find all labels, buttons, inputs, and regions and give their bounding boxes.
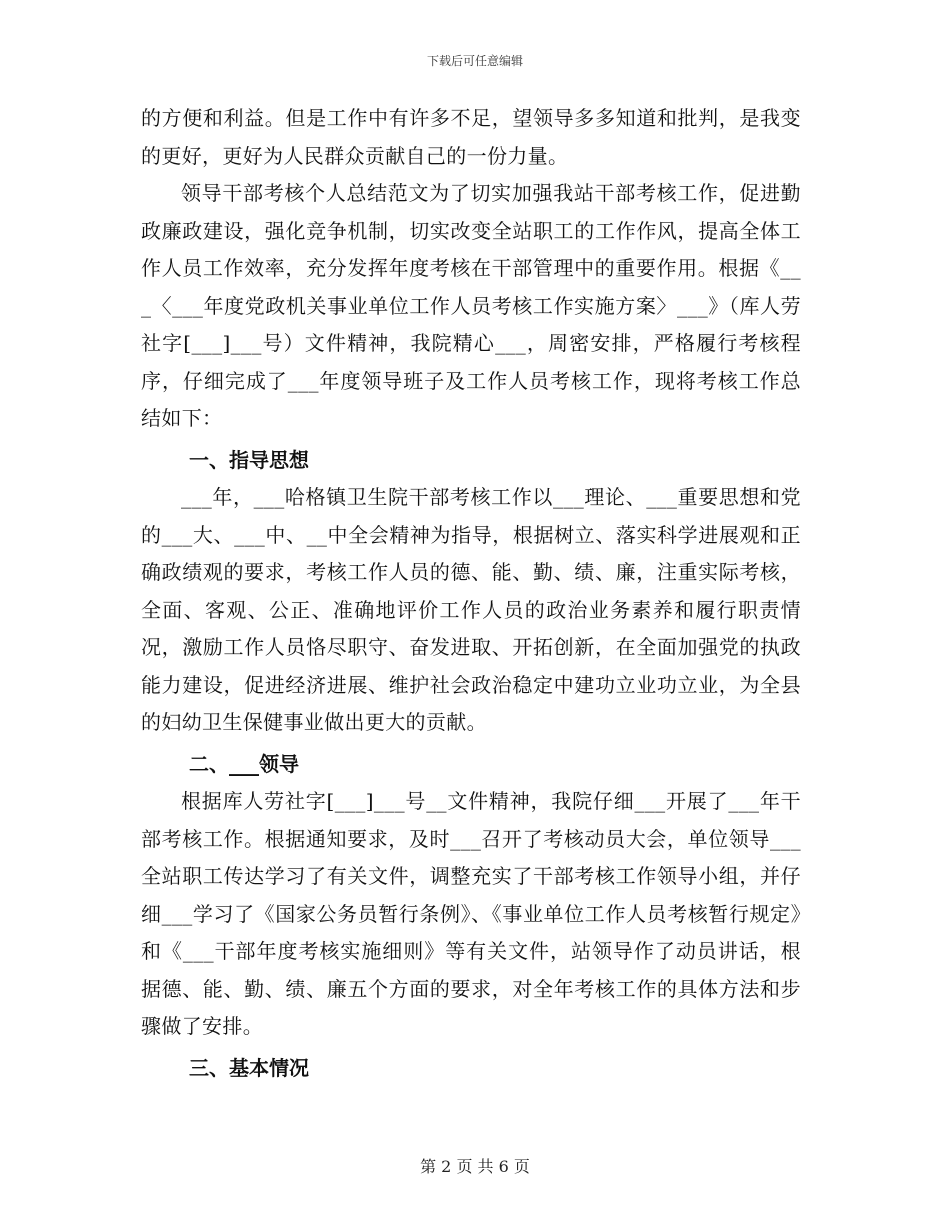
section-heading-leadership: 二、___领导: [189, 751, 299, 776]
section-heading-guiding-ideology: 一、指导思想: [189, 447, 309, 472]
section-heading-basic-situation: 三、基本情况: [189, 1055, 309, 1080]
paragraph-guiding-ideology: ___年，___哈格镇卫生院干部考核工作以___理论、___重要思想和党的___大、___中、__中全会精神为指导，根据树立、落实科学进展观和正确政绩观的要求，考核工作人员的德、能、勤、绩、廉，注重实际考核，全面、客观、公正、准确地评价工作人员的政治业务素养和履行职责情况，激励工作人员恪尽职守、奋发进取、开拓创新，在全面加强党的执政能力建设，促进经济进展、维护社会政治稳定中建功立业功立业，为全县的妇幼卫生保健事业做出更大的贡献。: [141, 485, 801, 734]
document-body: [141, 100, 801, 1087]
page-number: 第 2 页 共 6 页: [420, 1157, 530, 1176]
paragraph-intro: 领导干部考核个人总结范文为了切实加强我站干部考核工作，促进勤政廉政建设，强化竞争机制，切实改变全站职工的工作作风，提高全体工作人员工作效率，充分发挥年度考核在干部管理中的重要作用。根据《___〈___年度党政机关事业单位工作人员考核工作实施方案〉___》（库人劳社字[___]___号）文件精神，我院精心___，周密安排，严格履行考核程序，仔细完成了___年度领导班子及工作人员考核工作，现将考核工作总结如下：: [141, 181, 801, 430]
paragraph-leadership: 根据库人劳社字[___]___号__文件精神，我院仔细___开展了___年干部考核工作。根据通知要求，及时___召开了考核动员大会，单位领导___全站职工传达学习了有关文件，调整充实了干部考核工作领导小组，并仔细___学习了《国家公务员暂行条例》、《事业单位工作人员考核暂行规定》和《___干部年度考核实施细则》等有关文件，站领导作了动员讲话，根据德、能、勤、绩、廉五个方面的要求，对全年考核工作的具体方法和步骤做了安排。: [141, 789, 801, 1038]
paragraph-continuation: 的方便和利益。但是工作中有许多不足，望领导多多知道和批判，是我变的更好，更好为人民群众贡献自己的一份力量。: [141, 106, 801, 168]
page-header-note: 下载后可任意编辑: [426, 54, 523, 68]
